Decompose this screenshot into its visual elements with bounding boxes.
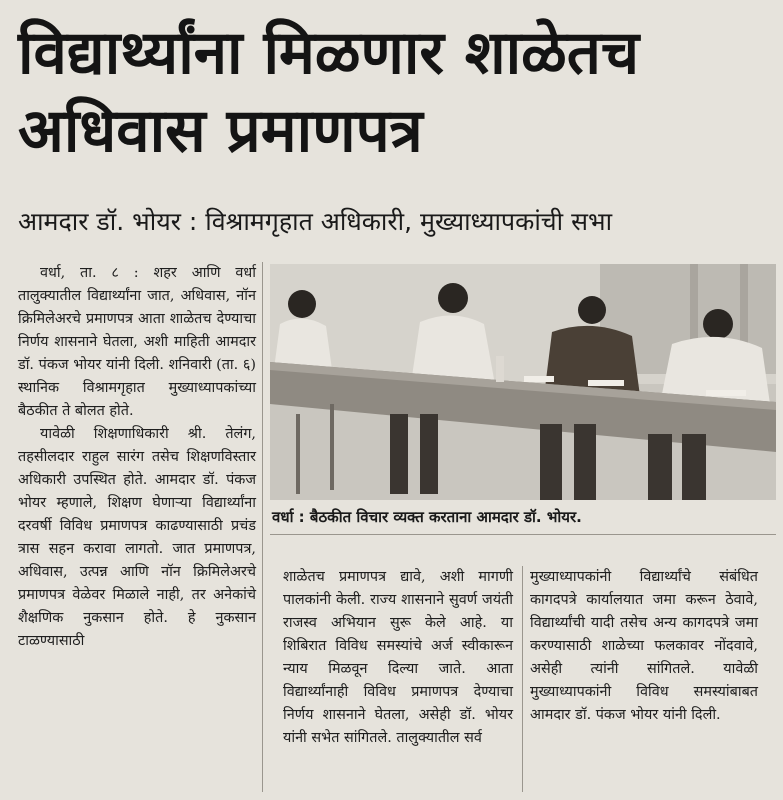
article-column-3 [530, 566, 758, 727]
headline: विद्यार्थ्यांना मिळणार शाळेतच अधिवास प्रमाणपत्र [18, 18, 640, 166]
subheadline: आमदार डॉ. भोयर : विश्रामगृहात अधिकारी, मुख्याध्यापकांची सभा [18, 207, 613, 236]
meeting-photo [270, 264, 776, 500]
photo-caption: वर्धा : बैठकीत विचार व्यक्त करताना आमदार डॉ. भोयर. [272, 508, 582, 526]
column2-text: शाळेतच प्रमाणपत्र द्यावे, अशी मागणी पालकांनी केली. राज्य शासनाने सुवर्ण जयंती राजस्व अभियान सुरू केले आहे. या शिबिरात विविध समस्यांचे अर्ज स्वीकारून न्याय मिळवून दिल्या जाते. आता विद्यार्थ्यांनाही विविध प्रमाणपत्र देण्याचा निर्णय शासनाने घेतला, असेही डॉ. भोयर यांनी सभेत सांगितले. तालुक्यातील सर्व [283, 569, 513, 746]
column3-text: मुख्याध्यापकांनी विद्यार्थ्यांचे संबंधित कागदपत्रे कार्यालयात जमा करून ठेवावे, विद्यार्थ्यांची यादी तसेच अन्य कागदपत्रे जमा करण्यासाठी शाळेच्या फलकावर नोंदवावे, असेही त्यांनी सांगितले. यावेळी मुख्याध्यापकांनी विविध समस्यांबाबत आमदार डॉ. पंकज भोयर यांनी दिली. [530, 569, 758, 723]
column1-paragraph-1: वर्धा, ता. ८ : शहर आणि वर्धा तालुक्यातील विद्यार्थ्यांना जात, अधिवास, नॉन क्रिमिलेअरचे प्रमाणपत्र आता शाळेतच देण्याचा निर्णय शासनाने घेतला, अशी माहिती आमदार डॉ. पंकज भोयर यांनी दिली. शनिवारी (ता. ६) स्थानिक विश्रामगृहात मुख्याध्यापकांच्या बैठकीत ते बोलत होते. [18, 265, 256, 419]
meeting-photo-illustration [270, 264, 776, 500]
column-divider-1 [262, 262, 263, 792]
caption-rule [270, 534, 776, 535]
article-column-2 [283, 566, 513, 750]
column1-paragraph-2: यावेळी शिक्षणाधिकारी श्री. तेलंग, तहसीलदार राहुल सारंग तसेच शिक्षणविस्तार अधिकारी उपस्थित होते. आमदार डॉ. पंकज भोयर म्हणाले, शिक्षण घेणाऱ्या विद्यार्थ्यांना दरवर्षी विविध प्रमाणपत्र काढण्यासाठी प्रचंड त्रास सहन करावा लागतो. जात प्रमाणपत्र, अधिवास, उत्पन्न आणि नॉन क्रिमिलेअरचे प्रमाणपत्र वेळेवर मिळाले नाही, तर अनेकांचे शैक्षणिक नुकसान होते. हे नुकसान टाळण्यासाठी [18, 426, 256, 649]
article-column-1 [18, 262, 256, 653]
column-divider-2 [522, 566, 523, 792]
